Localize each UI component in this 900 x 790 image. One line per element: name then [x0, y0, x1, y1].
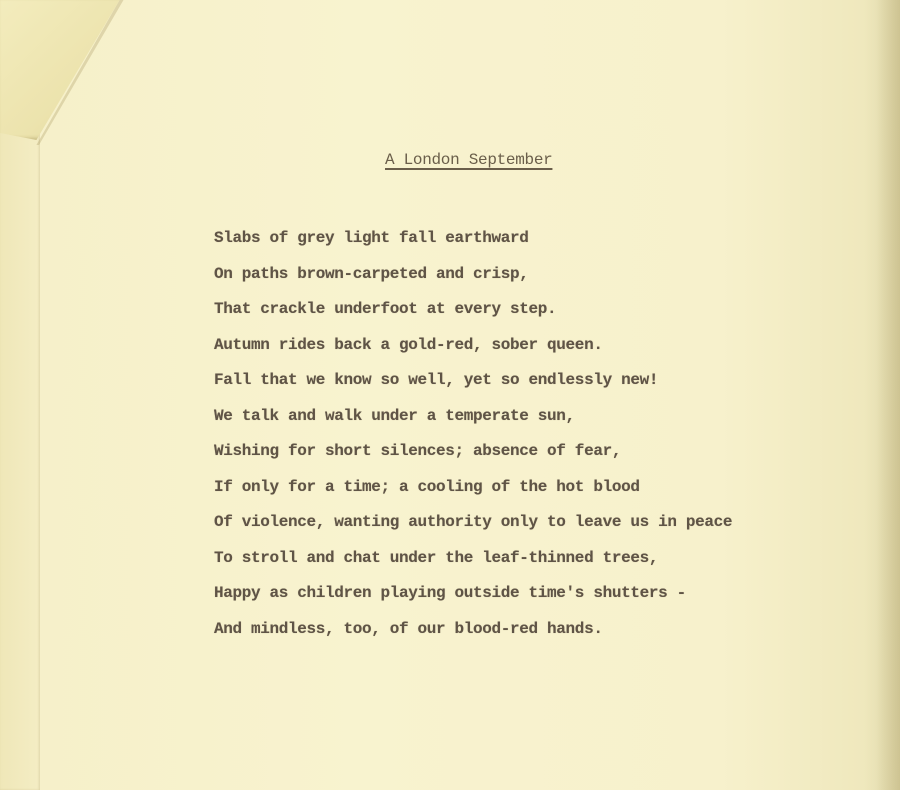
poem-line: Fall that we know so well, yet so endlessly new!: [214, 371, 659, 389]
poem-line: That crackle underfoot at every step.: [214, 300, 557, 318]
poem-line: Of violence, wanting authority only to leave us in peace: [214, 513, 733, 531]
poem-line: On paths brown-carpeted and crisp,: [214, 264, 529, 283]
poem-line: Wishing for short silences; absence of fear,: [214, 442, 622, 460]
page-left-edge: [0, 130, 40, 790]
poem-title: A London September: [385, 151, 553, 169]
poem-line: We talk and walk under a temperate sun,: [214, 406, 575, 425]
poem-line: Autumn rides back a gold-red, sober queen.: [214, 335, 603, 354]
poem-line: Happy as children playing outside time's shutters -: [214, 584, 686, 602]
poem-line: If only for a time; a cooling of the hot blood: [214, 477, 640, 496]
poem-line: And mindless, too, of our blood-red hands.: [214, 619, 603, 638]
poem-line: Slabs of grey light fall earthward: [214, 229, 529, 247]
poem-body: [214, 221, 732, 647]
page-right-edge: [876, 0, 900, 790]
poem-line: To stroll and chat under the leaf-thinned trees,: [214, 548, 659, 567]
